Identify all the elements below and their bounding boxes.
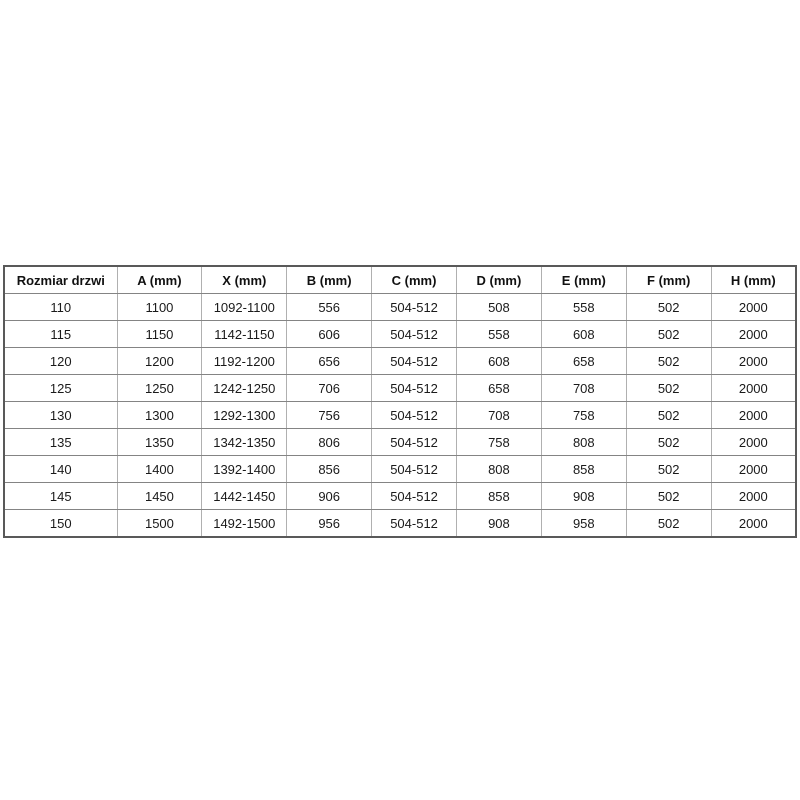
- table-cell: 2000: [711, 429, 796, 456]
- table-cell: 120: [4, 348, 117, 375]
- table-cell: 808: [457, 456, 542, 483]
- table-row: [4, 321, 796, 348]
- table-cell: 556: [287, 294, 372, 321]
- table-cell: 758: [457, 429, 542, 456]
- table-cell: 558: [541, 294, 626, 321]
- table-cell: 1150: [117, 321, 202, 348]
- column-header: E (mm): [541, 266, 626, 294]
- table-cell: 502: [626, 402, 711, 429]
- table-cell: 756: [287, 402, 372, 429]
- table-body: [4, 294, 796, 538]
- table-cell: 1242-1250: [202, 375, 287, 402]
- table-cell: 504-512: [372, 348, 457, 375]
- column-header: C (mm): [372, 266, 457, 294]
- table-row: [4, 510, 796, 538]
- table-cell: 1342-1350: [202, 429, 287, 456]
- table-cell: 1142-1150: [202, 321, 287, 348]
- table-cell: 502: [626, 375, 711, 402]
- table-row: [4, 456, 796, 483]
- table-cell: 808: [541, 429, 626, 456]
- table-row: [4, 348, 796, 375]
- table-cell: 2000: [711, 483, 796, 510]
- table-cell: 658: [457, 375, 542, 402]
- table-cell: 1100: [117, 294, 202, 321]
- table-cell: 504-512: [372, 483, 457, 510]
- table-cell: 1092-1100: [202, 294, 287, 321]
- table-cell: 2000: [711, 294, 796, 321]
- table-cell: 502: [626, 294, 711, 321]
- table-cell: 140: [4, 456, 117, 483]
- column-header: Rozmiar drzwi: [4, 266, 117, 294]
- header-row: [4, 266, 796, 294]
- table-cell: 2000: [711, 375, 796, 402]
- table-cell: 908: [457, 510, 542, 538]
- table-row: [4, 375, 796, 402]
- table-cell: 502: [626, 429, 711, 456]
- table-cell: 1392-1400: [202, 456, 287, 483]
- table-cell: 2000: [711, 348, 796, 375]
- table-cell: 110: [4, 294, 117, 321]
- table-cell: 706: [287, 375, 372, 402]
- table-cell: 858: [457, 483, 542, 510]
- table-row: [4, 429, 796, 456]
- table-cell: 502: [626, 348, 711, 375]
- table-cell: 1350: [117, 429, 202, 456]
- table-cell: 115: [4, 321, 117, 348]
- table-cell: 708: [457, 402, 542, 429]
- table-cell: 1400: [117, 456, 202, 483]
- table-cell: 504-512: [372, 510, 457, 538]
- table-cell: 1292-1300: [202, 402, 287, 429]
- table-cell: 1442-1450: [202, 483, 287, 510]
- table-cell: 2000: [711, 402, 796, 429]
- table-cell: 502: [626, 510, 711, 538]
- table-cell: 958: [541, 510, 626, 538]
- table-cell: 1450: [117, 483, 202, 510]
- table-cell: 502: [626, 483, 711, 510]
- table-row: [4, 483, 796, 510]
- table-cell: 504-512: [372, 321, 457, 348]
- table-cell: 1500: [117, 510, 202, 538]
- table-cell: 606: [287, 321, 372, 348]
- table-cell: 508: [457, 294, 542, 321]
- table-cell: 1300: [117, 402, 202, 429]
- table-cell: 504-512: [372, 294, 457, 321]
- table-cell: 658: [541, 348, 626, 375]
- column-header: A (mm): [117, 266, 202, 294]
- table-cell: 2000: [711, 456, 796, 483]
- table-cell: 504-512: [372, 456, 457, 483]
- table-cell: 150: [4, 510, 117, 538]
- table-cell: 1192-1200: [202, 348, 287, 375]
- table-cell: 608: [541, 321, 626, 348]
- column-header: F (mm): [626, 266, 711, 294]
- table-cell: 708: [541, 375, 626, 402]
- table-cell: 758: [541, 402, 626, 429]
- table-cell: 1492-1500: [202, 510, 287, 538]
- table-row: [4, 294, 796, 321]
- column-header: X (mm): [202, 266, 287, 294]
- table-cell: 125: [4, 375, 117, 402]
- table-cell: 504-512: [372, 375, 457, 402]
- table-cell: 608: [457, 348, 542, 375]
- table-cell: 806: [287, 429, 372, 456]
- table-cell: 502: [626, 456, 711, 483]
- column-header: H (mm): [711, 266, 796, 294]
- table-cell: 130: [4, 402, 117, 429]
- table-cell: 504-512: [372, 429, 457, 456]
- column-header: D (mm): [457, 266, 542, 294]
- table-cell: 504-512: [372, 402, 457, 429]
- table-cell: 856: [287, 456, 372, 483]
- table-head: [4, 266, 796, 294]
- table-cell: 2000: [711, 321, 796, 348]
- table-cell: 1250: [117, 375, 202, 402]
- table-cell: 656: [287, 348, 372, 375]
- table-cell: 558: [457, 321, 542, 348]
- table-cell: 135: [4, 429, 117, 456]
- table-cell: 956: [287, 510, 372, 538]
- table-cell: 502: [626, 321, 711, 348]
- table-cell: 908: [541, 483, 626, 510]
- table-cell: 2000: [711, 510, 796, 538]
- door-size-table: [3, 265, 797, 538]
- table-cell: 906: [287, 483, 372, 510]
- table-cell: 145: [4, 483, 117, 510]
- column-header: B (mm): [287, 266, 372, 294]
- table-row: [4, 402, 796, 429]
- table-cell: 858: [541, 456, 626, 483]
- table-cell: 1200: [117, 348, 202, 375]
